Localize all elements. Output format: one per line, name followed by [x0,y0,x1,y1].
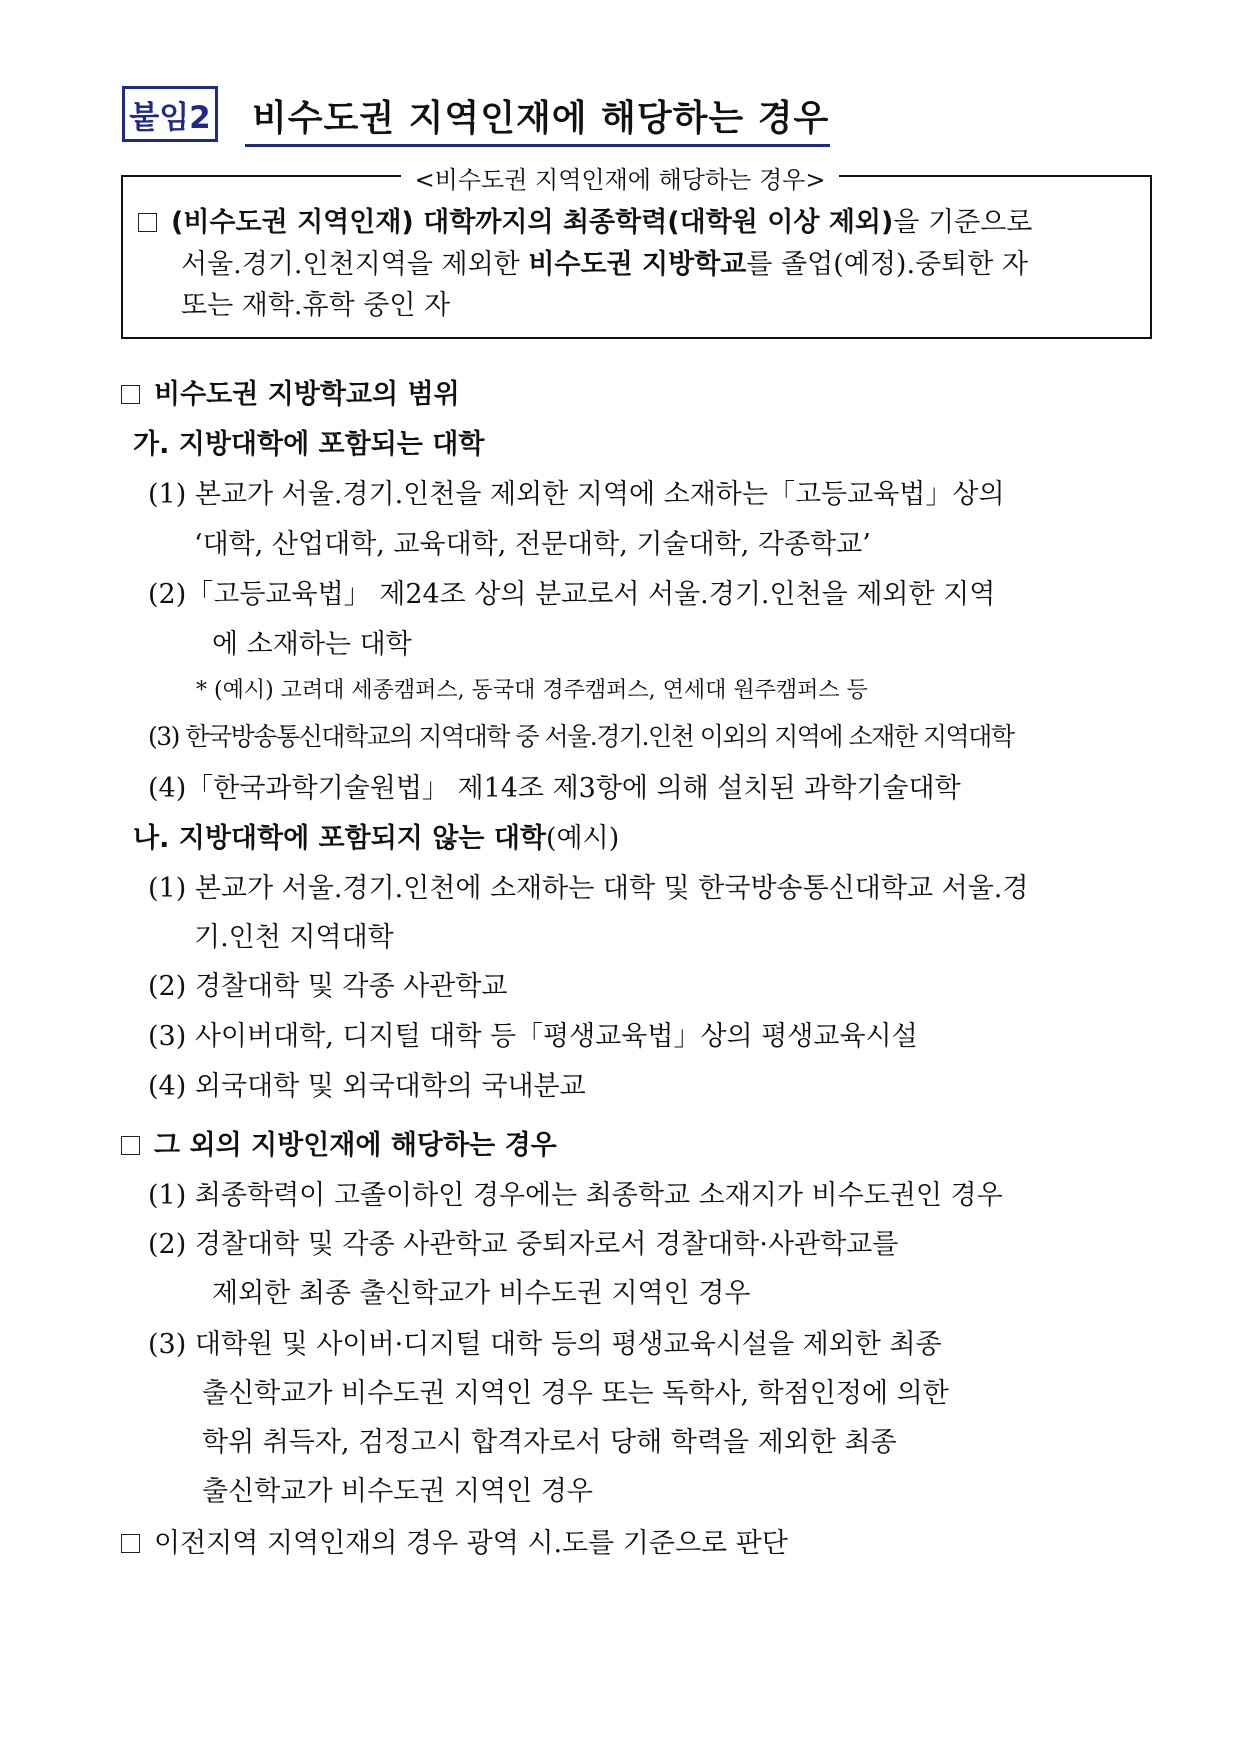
checkbox-square-icon [121,1136,140,1155]
na-heading-bold: 나. 지방대학에 포함되지 않는 대학 [133,823,547,854]
na-item-4: (4) 외국대학 및 외국대학의 국내분교 [148,1071,586,1102]
ga-item-2-cont: 에 소재하는 대학 [212,629,412,660]
summary-line-1 [138,200,1138,239]
section-3-heading [121,1521,788,1560]
ga-item-1-cont: ‘대학, 산업대학, 교육대학, 전문대학, 기술대학, 각종학교’ [194,529,871,560]
na-item-1-cont: 기.인천 지역대학 [194,922,394,953]
na-item-2: (2) 경찰대학 및 각종 사관학교 [148,971,508,1002]
section-3-heading-text: 이전지역 지역인재의 경우 광역 시.도를 기준으로 판단 [154,1528,788,1559]
na-item-3: (3) 사이버대학, 디지털 대학 등「평생교육법」상의 평생교육시설 [148,1021,918,1052]
summary-box-caption [0,160,1240,195]
ga-item-4: (4)「한국과학기술원법」 제14조 제3항에 의해 설치된 과학기술대학 [148,773,961,804]
summary-text-2a: 서울.경기.인천지역을 제외한 [181,249,529,280]
section-1-heading [121,372,460,411]
s2-item-2: (2) 경찰대학 및 각종 사관학교 중퇴자로서 경찰대학·사관학교를 [148,1229,899,1260]
s2-item-2-cont: 제외한 최종 출신학교가 비수도권 지역인 경우 [212,1278,751,1309]
attachment-badge: 붙임2 [122,86,218,142]
summary-bold-2: 비수도권 지방학교 [528,249,747,280]
ga-item-3: (3) 한국방송통신대학교의 지역대학 중 서울.경기.인천 이외의 지역에 소재한 지역대학 [148,722,1014,751]
subsection-na-heading [133,816,619,855]
summary-line-2 [181,242,1028,281]
title-underline [245,144,830,147]
checkbox-square-icon [121,385,140,404]
summary-bold-1: (비수도권 지역인재) 대학까지의 최종학력(대학원 이상 제외) [171,207,894,238]
summary-text-1: 을 기준으로 [893,207,1033,238]
ga-item-2: (2)「고등교육법」 제24조 상의 분교로서 서울.경기.인천을 제외한 지역 [148,579,996,610]
ga-item-2-note: * (예시) 고려대 세종캠퍼스, 동국대 경주캠퍼스, 연세대 원주캠퍼스 등 [196,678,868,703]
subsection-ga-heading: 가. 지방대학에 포함되는 대학 [133,429,485,460]
summary-text-2c: 를 졸업(예정).중퇴한 자 [746,249,1028,280]
s2-item-3: (3) 대학원 및 사이버·디지털 대학 등의 평생교육시설을 제외한 최종 [148,1329,942,1360]
s2-item-1: (1) 최종학력이 고졸이하인 경우에는 최종학교 소재지가 비수도권인 경우 [148,1180,1003,1211]
s2-item-3-cont-3: 출신학교가 비수도권 지역인 경우 [202,1476,593,1507]
summary-line-3: 또는 재학.휴학 중인 자 [181,290,451,321]
summary-caption-text: <비수도권 지역인재에 해당하는 경우> [401,166,840,194]
na-item-1: (1) 본교가 서울.경기.인천에 소재하는 대학 및 한국방송통신대학교 서울.경 [148,873,1029,904]
section-1-heading-text: 비수도권 지방학교의 범위 [154,379,460,410]
section-2-heading [121,1123,557,1162]
na-heading-example: (예시) [546,823,620,854]
checkbox-square-icon [121,1534,140,1553]
s2-item-3-cont-2: 학위 취득자, 검정고시 합격자로서 당해 학력을 제외한 최종 [202,1427,897,1458]
checkbox-square-icon [138,213,157,232]
page-title: 비수도권 지역인재에 해당하는 경우 [252,98,830,139]
ga-item-1: (1) 본교가 서울.경기.인천을 제외한 지역에 소재하는「고등교육법」상의 [148,479,1005,510]
s2-item-3-cont-1: 출신학교가 비수도권 지역인 경우 또는 독학사, 학점인정에 의한 [202,1378,949,1409]
section-2-heading-text: 그 외의 지방인재에 해당하는 경우 [154,1130,557,1161]
